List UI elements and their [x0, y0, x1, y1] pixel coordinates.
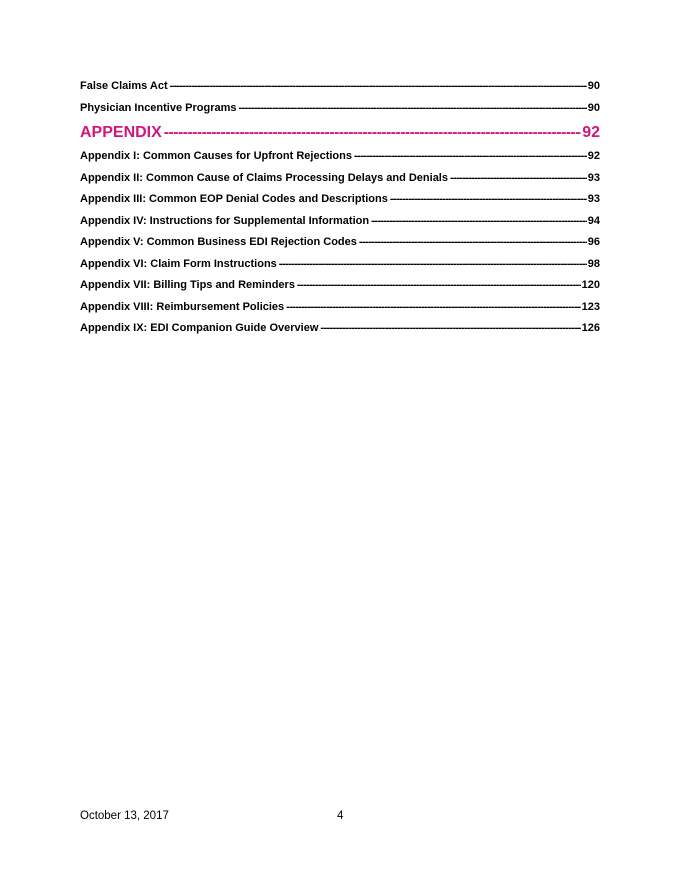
toc-entry-title: False Claims Act	[80, 80, 168, 92]
toc-dot-leader	[320, 318, 580, 340]
toc-dot-leader	[371, 211, 587, 233]
toc-dot-leader	[170, 76, 587, 98]
toc-entry-appendix-i[interactable]	[80, 146, 600, 168]
toc-entry-title: Appendix IX: EDI Companion Guide Overview	[80, 322, 319, 334]
toc-entry-page: 92	[587, 150, 600, 162]
toc-entry-physician-incentive-programs[interactable]	[80, 98, 600, 120]
toc-dot-leader	[279, 254, 587, 276]
toc-entry-appendix-v[interactable]	[80, 232, 600, 254]
toc-entry-appendix-ii[interactable]	[80, 168, 600, 190]
toc-entry-appendix-viii[interactable]	[80, 297, 600, 319]
toc-entry-page: 96	[587, 236, 600, 248]
toc-entry-title: Physician Incentive Programs	[80, 101, 237, 114]
toc-section-title: APPENDIX	[80, 124, 162, 141]
toc-dot-leader	[390, 189, 587, 211]
toc-dot-leader	[164, 119, 581, 146]
toc-entry-page: 98	[587, 257, 600, 270]
toc-dot-leader	[450, 168, 587, 190]
toc-entry-title: Appendix VIII: Reimbursement Policies	[80, 300, 285, 313]
toc-entry-title: Appendix VI: Claim Form Instructions	[80, 257, 277, 270]
toc-dot-leader	[297, 275, 581, 297]
toc-section-page: 92	[582, 124, 600, 141]
toc-dot-leader	[286, 297, 580, 319]
toc-section-appendix[interactable]	[80, 119, 600, 146]
toc-entry-page: 90	[587, 80, 600, 92]
toc-dot-leader	[359, 232, 587, 254]
toc-entry-page: 120	[581, 279, 600, 291]
toc-entry-appendix-vii[interactable]	[80, 275, 600, 297]
toc-entry-page: 123	[581, 300, 600, 313]
toc-entry-appendix-vi[interactable]	[80, 254, 600, 276]
toc-entry-page: 93	[587, 193, 600, 205]
table-of-contents	[80, 76, 600, 340]
toc-entry-false-claims-act[interactable]	[80, 76, 600, 98]
toc-entry-appendix-iii[interactable]	[80, 189, 600, 211]
toc-entry-title: Appendix II: Common Cause of Claims Processing Delays and Denials	[80, 171, 448, 184]
toc-entry-appendix-ix[interactable]	[80, 318, 600, 340]
toc-entry-page: 126	[581, 322, 600, 334]
toc-entry-title: Appendix V: Common Business EDI Rejection Codes	[80, 236, 357, 248]
toc-entry-page: 93	[587, 171, 600, 184]
toc-entry-title: Appendix IV: Instructions for Supplemental Information	[80, 214, 370, 227]
toc-entry-appendix-iv[interactable]	[80, 211, 600, 233]
toc-dot-leader	[354, 146, 587, 168]
toc-entry-page: 94	[587, 214, 600, 227]
footer-date: October 13, 2017	[80, 810, 169, 822]
toc-dot-leader	[239, 98, 587, 120]
footer-page-number: 4	[337, 810, 344, 822]
toc-entry-page: 90	[587, 101, 600, 114]
toc-entry-title: Appendix VII: Billing Tips and Reminders	[80, 279, 295, 291]
toc-entry-title: Appendix III: Common EOP Denial Codes and Descriptions	[80, 193, 388, 205]
toc-entry-title: Appendix I: Common Causes for Upfront Rejections	[80, 150, 352, 162]
